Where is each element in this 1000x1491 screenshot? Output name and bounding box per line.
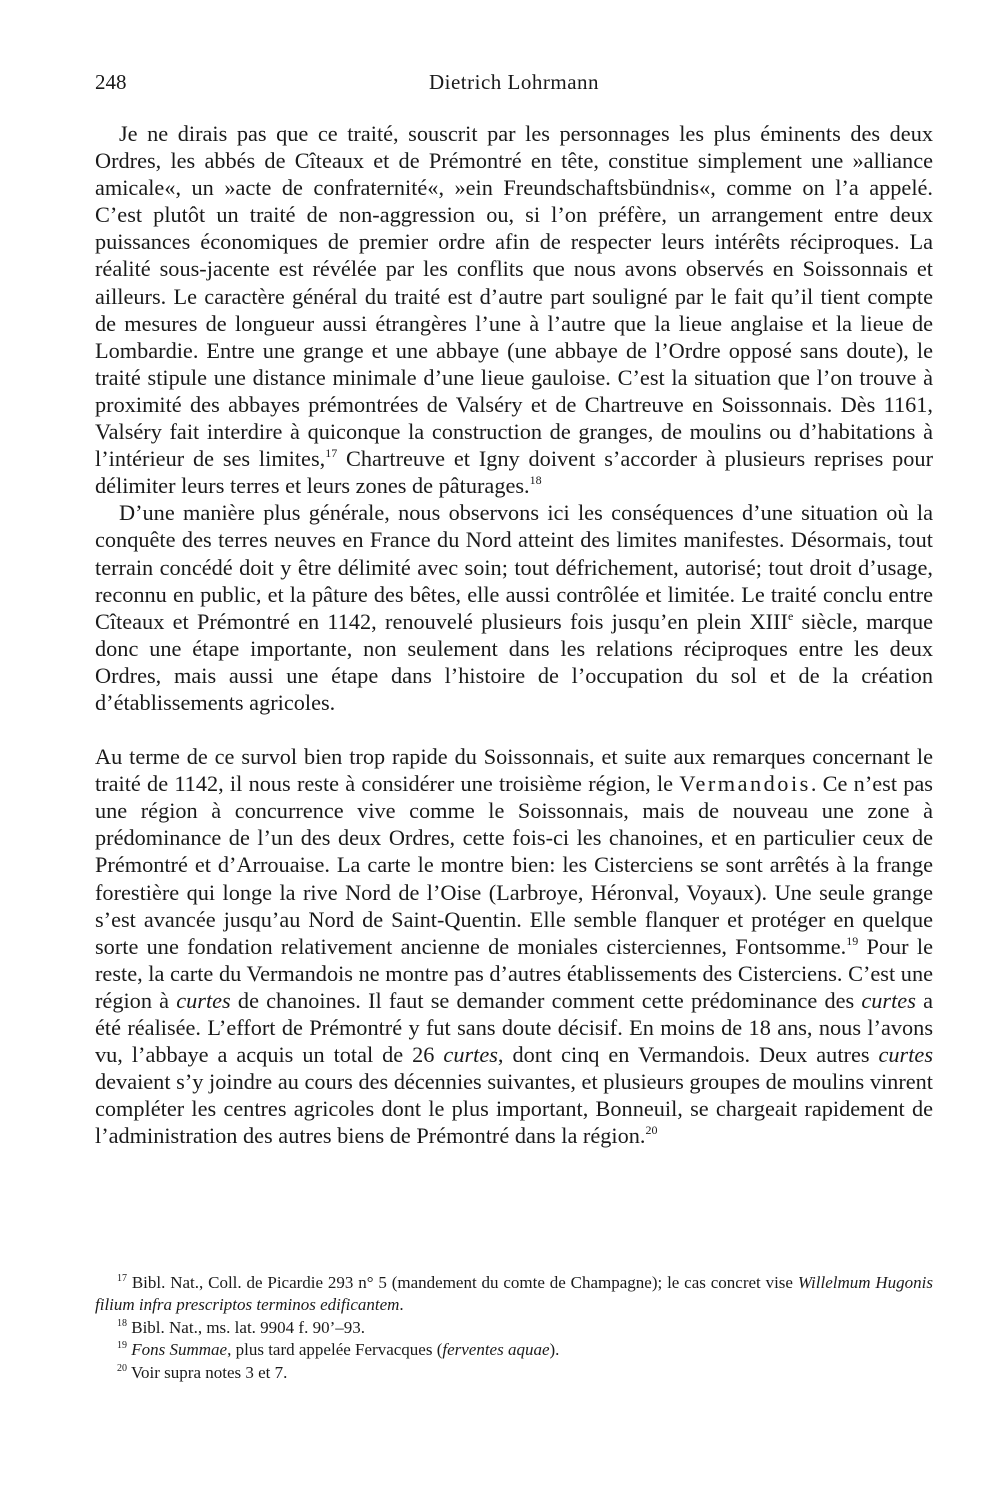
- superscript: e: [787, 608, 794, 623]
- page-number: 248: [95, 70, 127, 94]
- italic-term: curtes: [878, 1042, 933, 1068]
- footnote: $^{17}$ Bibl. Nat., Coll. de Picardie 293 n° 5 (mandement du comte de Champagne); le cas concret vise Willelmum Hugonis filium infra prescriptos terminos edificantem.: [95, 1273, 933, 1315]
- footnote-ref: 20: [645, 1123, 658, 1138]
- italic-term: curtes: [176, 987, 231, 1013]
- footnotes: [95, 1272, 933, 1384]
- section-break: [95, 716, 933, 743]
- paragraph: Au terme de ce survol bien trop rapide du Soissonnais, et suite aux remarques concernant le traité de 1142, il nous reste à considérer une troisième région, le Vermandois. Ce n’est pas une région à concurrence vive comme le Soissonnais, mais de nouveau une zone à prédominance de l’un des deux Ordres, cette fois-ci les chanoines, et en particulier ceux de Prémontré et d’Arrouaise. La carte le montre bien: les Cisterciens se sont arrêtés à la frange forestière qui longe la rive Nord de l’Oise (Larbroye, Héronval, Voyaux). Une seule grange s’est avancée jusqu’au Nord de Saint-Quentin. Elle semble flanquer et protéger en quelque sorte une fondation relativement ancienne de moniales cisterciennes, Fontsomme.$^{19}$ Pour le reste, la carte du Vermandois ne montre pas d’autres établissements des Cisterciens. C’est une région à curtes de chanoines. Il faut se demander comment cette prédominance des curtes a été réalisée. L’effort de Prémontré y fut sans doute décisif. En moins de 18 ans, nous l’avons vu, l’abbaye a acquis un total de 26 curtes, dont cinq en Vermandois. Deux autres curtes devaient s’y joindre au cours des décennies suivantes, et plusieurs groupes de moulins vinrent compléter les centres agricoles dont le plus important, Bonneuil, se chargeait rapidement de l’administration des autres biens de Prémontré dans la région.$^{20}$: [95, 744, 933, 1149]
- footnote-number: 19: [117, 1340, 127, 1352]
- footnote-number: 18: [117, 1317, 127, 1329]
- paragraph: D’une manière plus générale, nous observons ici les conséquences d’une situation où la conquête des terres neuves en France du Nord atteint des limites manifestes. Désormais, tout terrain concédé doit y être délimité avec soin; tout défrichement, autorisé; tout droit d’usage, reconnu en public, et la pâture des bêtes, elle aussi contrôlée et limitée. Le traité conclu entre Cîteaux et Prémontré en 1142, renouvelé plusieurs fois jusqu’en plein XIIIe siècle, marque donc une étape importante, non seulement dans les relations réciproques entre les deux Ordres, mais aussi une étape dans l’histoire de l’occupation du sol et de la création d’établissements agricoles.: [95, 500, 933, 715]
- footnote-number: 20: [117, 1362, 127, 1374]
- footnote-number: 17: [117, 1273, 127, 1284]
- footnote: $^{20}$ Voir supra notes 3 et 7.: [117, 1362, 288, 1382]
- main-text: [95, 120, 933, 1149]
- paragraph: Je ne dirais pas que ce traité, souscrit par les personnages les plus éminents des deux Ordres, les abbés de Cîteaux et de Prémontré en tête, constitue simplement une »alliance amicale«, un »acte de confraternité«, »ein Freundschaftsbündnis«, comme on l’a appelé. C’est plutôt un traité de non-aggression ou, si l’on préfère, un arrangement entre deux puissances économiques de premier ordre afin de respecter leurs intérêts réciproques. La réalité sous-jacente est révélée par les conflits que nous avons observés en Soissonnais et ailleurs. Le caractère général du traité est d’autre part souligné par le fait qu’il tient compte de mesures de longueur aussi étrangères l’une à l’autre que la lieue anglaise et la lieue de Lombardie. Entre une grange et une abbaye (une abbaye de l’Ordre opposé sans doute), le traité stipule une distance minimale d’une lieue gauloise. C’est la situation que l’on trouve à proximité des abbayes prémontrées de Valséry et de Chartreuve en Soissonnais. Dès 1161, Valséry fait interdire à quiconque la construction de granges, de moulins ou d’habitations à l’intérieur de ses limites,$^{17}$ Chartreuve et Igny doivent s’accorder à plusieurs reprises pour délimiter leurs terres et leurs zones de pâturages.$^{18}$: [95, 121, 934, 499]
- italic-term: curtes: [443, 1042, 498, 1068]
- running-head: Dietrich Lohrmann: [428, 70, 600, 94]
- footnote-ref: 17: [325, 446, 338, 461]
- footnote: $^{18}$ Bibl. Nat., ms. lat. 9904 f. 90’–93.: [117, 1317, 365, 1337]
- spaced-term: Vermandois: [679, 771, 811, 797]
- italic-term: curtes: [861, 987, 916, 1013]
- footnote-ref: 18: [529, 473, 542, 488]
- page-header: [95, 70, 933, 102]
- footnote-ref: 19: [846, 933, 859, 948]
- footnote: $^{19}$ Fons Summae, plus tard appelée Fervacques (ferventes aquae).: [117, 1340, 560, 1360]
